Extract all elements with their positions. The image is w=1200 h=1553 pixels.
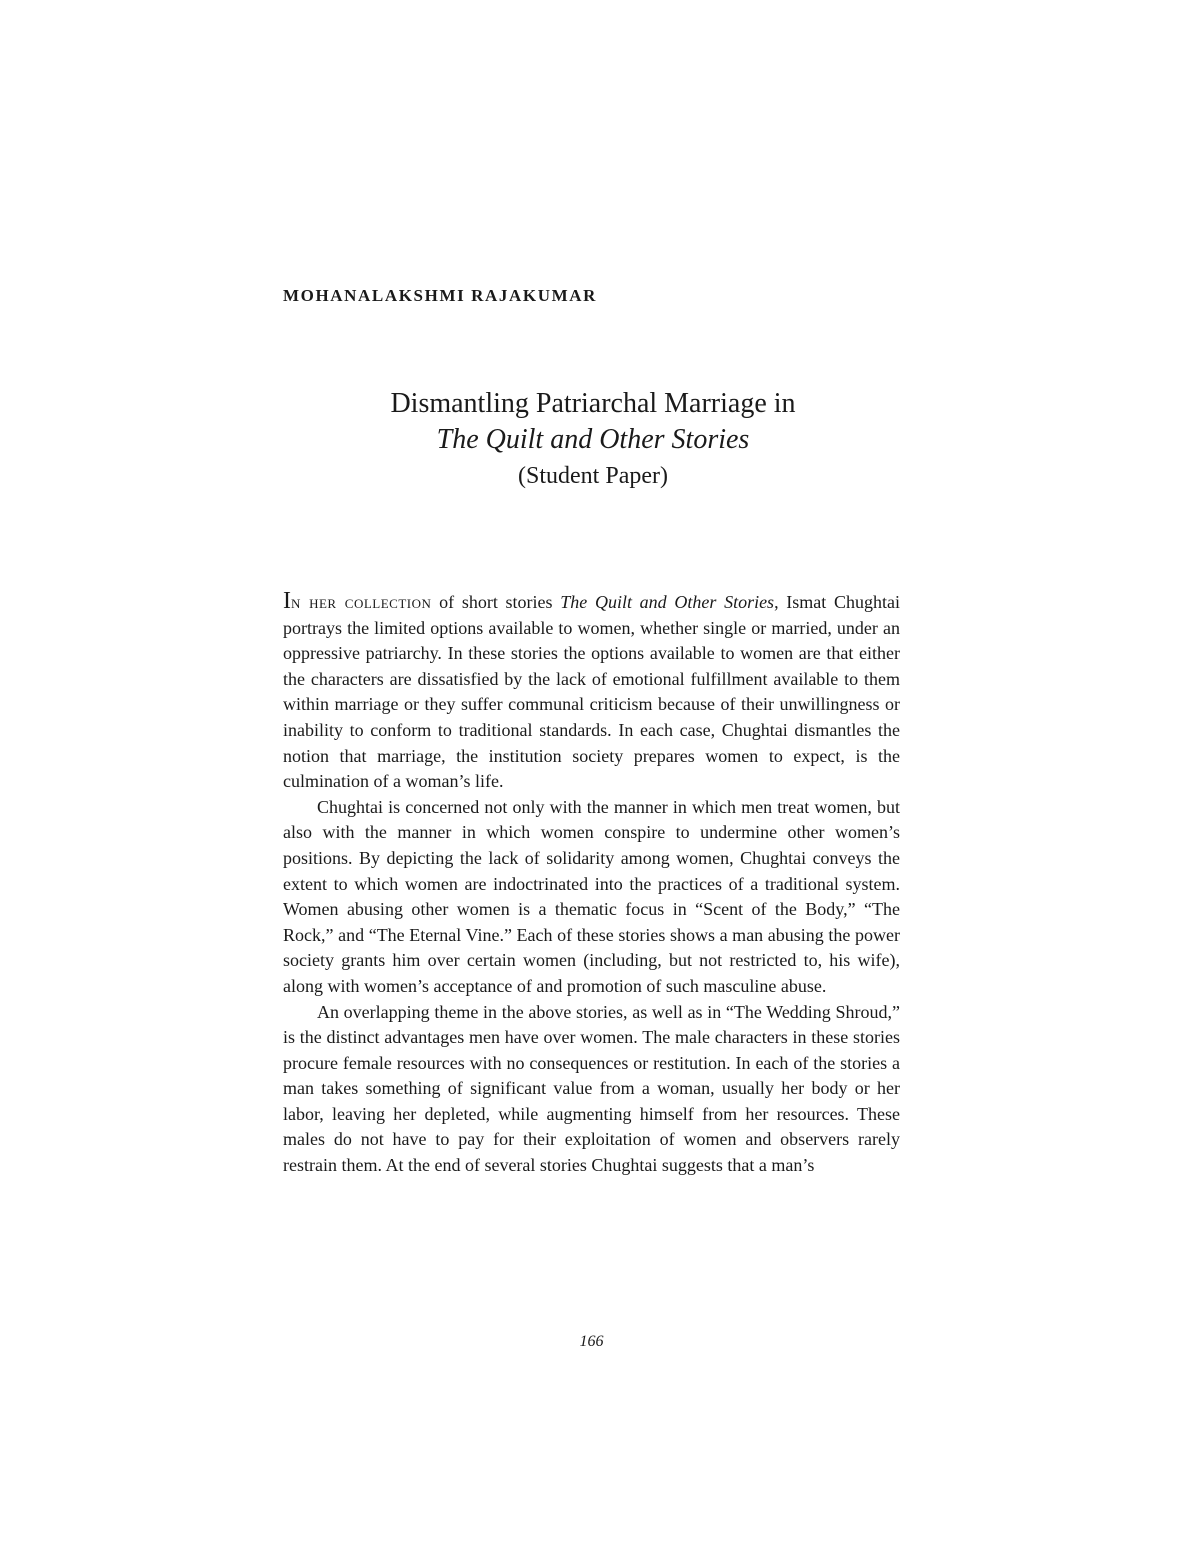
paragraph-text: of short stories [431,592,561,612]
author-name: MOHANALAKSHMI RAJAKUMAR [283,286,597,305]
title-line-main: Dismantling Patriarchal Marriage in [390,388,796,419]
title-line-subtitle: (Student Paper) [518,463,668,489]
drop-cap: I [283,588,291,614]
paragraph: Chughtai is concerned not only with the manner in which men treat women, but also with the manner in which women conspire to undermine other women’s positions. By depicting the lack of solidarity among women, Chughtai conveys the extent to which women are indoctrinated into the practices of a traditional system. Women abusing other women is a thematic focus in “Scent of the Body,” “The Rock,” and “The Eternal Vine.” Each of these stories shows a man abusing the power society grants him over certain women (including, but not restricted to, his wife), along with women’s acceptance of and promotion of such masculine abuse. [283,796,900,996]
paragraph-text: , Ismat Chughtai portrays the limited options available to women, whether single or married, under an oppressive patriarchy. In these stories the options available to women are that either the characters are dissatisfied by the lack of emotional fulfillment available to them within marriage or they suffer communal criticism because of their unwillingness or inability to conform to traditional standards. In each case, Chughtai dismantles the notion that marriage, the institution society prepares women to expect, is the culmination of a woman’s life. [283,592,900,792]
article-title [283,386,903,494]
paragraph [283,589,900,795]
opening-small-caps: n her collection [291,592,432,612]
book-title-italic: The Quilt and Other Stories [560,592,775,612]
paragraph: An overlapping theme in the above stories, as well as in “The Wedding Shroud,” is the distinct advantages men have over women. The male characters in these stories procure female resources with no consequences or restitution. In each of the stories a man takes something of significant value from a woman, usually her body or her labor, leaving her depleted, while augmenting himself from her resources. These males do not have to pay for their exploitation of women and observers rarely restrain them. At the end of several stories Chughtai suggests that a man’s [283,1001,900,1176]
article-body [283,589,900,1179]
title-line-book: The Quilt and Other Stories [436,424,750,455]
page-number: 166 [579,1333,604,1350]
